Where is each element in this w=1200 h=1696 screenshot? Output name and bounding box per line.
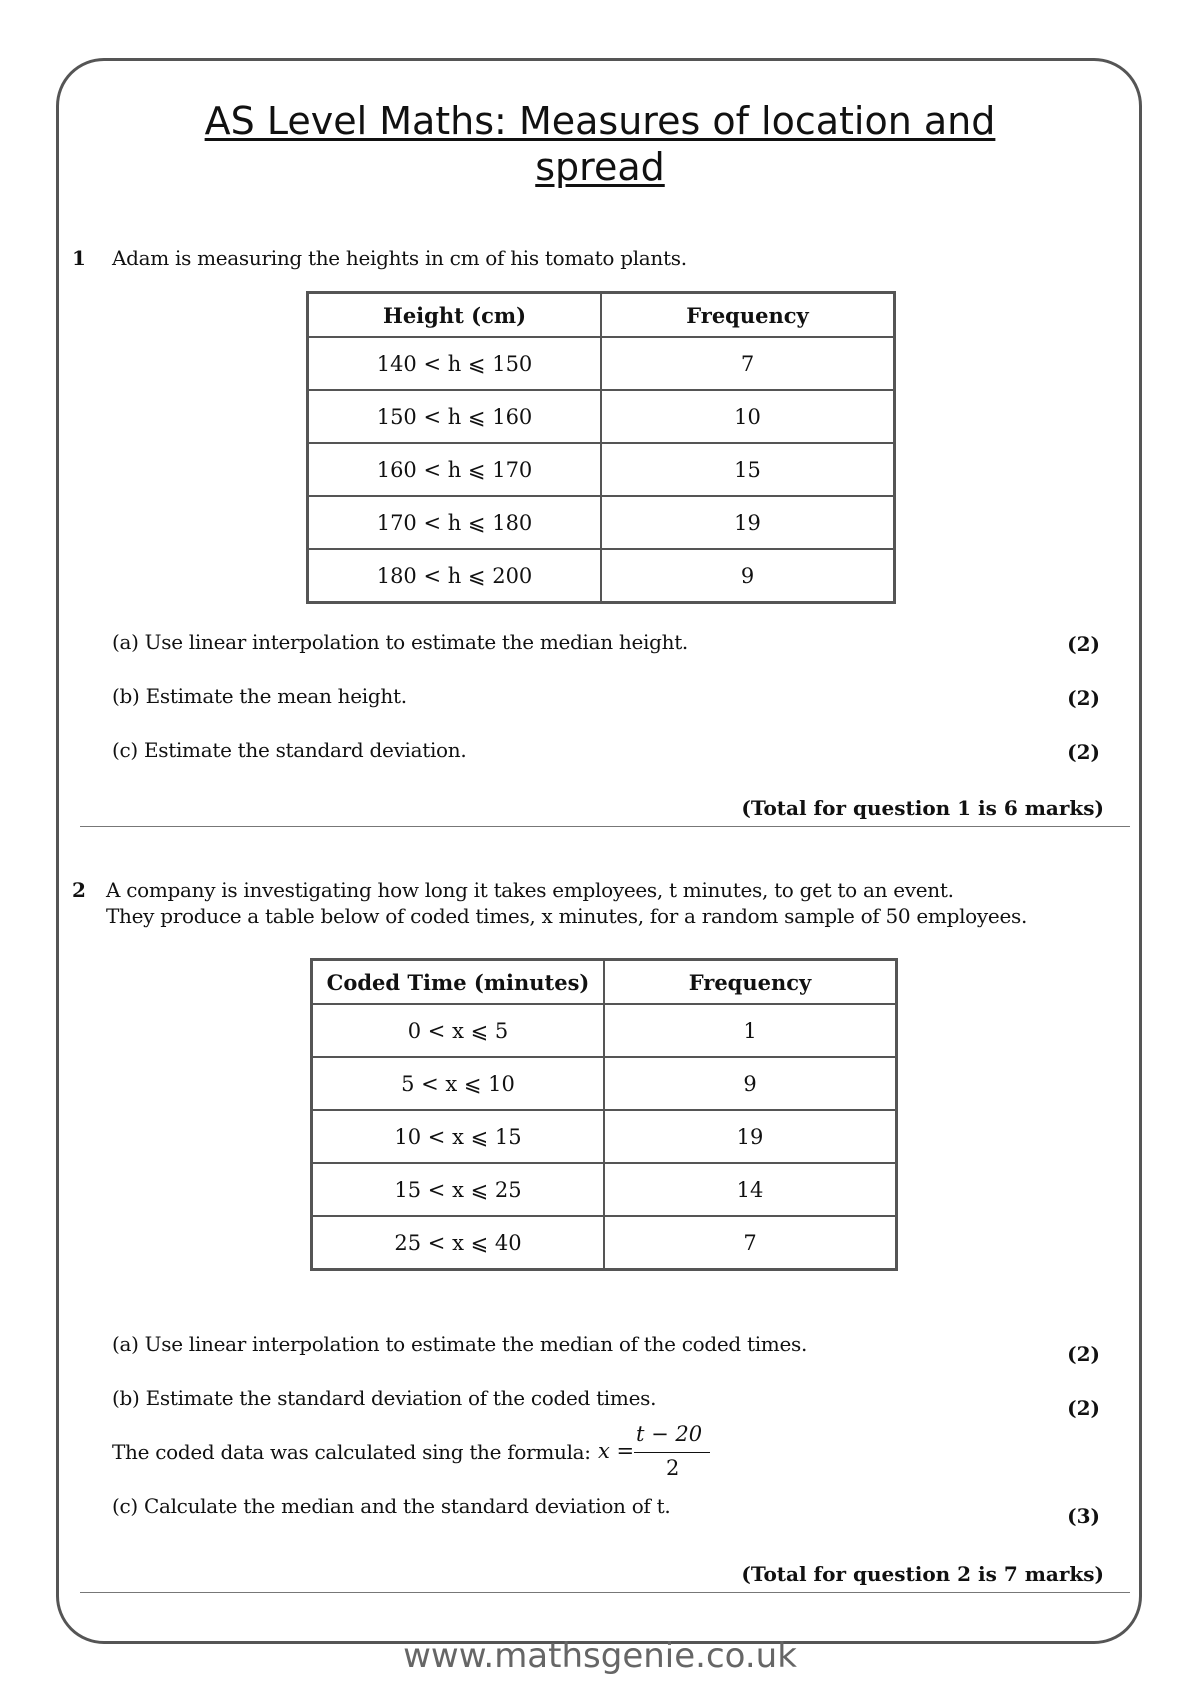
coding-formula bbox=[598, 1422, 728, 1486]
table-cell: 7 bbox=[601, 337, 895, 390]
heights-table bbox=[306, 291, 896, 604]
formula-intro: The coded data was calculated sing the formula: bbox=[112, 1440, 591, 1464]
question-divider bbox=[80, 826, 1130, 827]
table-cell: 170 < h ⩽ 180 bbox=[308, 496, 602, 549]
question-2-total: (Total for question 2 is 7 marks) bbox=[741, 1562, 1104, 1586]
table-cell: 19 bbox=[601, 496, 895, 549]
question-2a: (a) Use linear interpolation to estimate the median of the coded times. bbox=[112, 1332, 808, 1356]
question-2a-marks: (2) bbox=[1067, 1342, 1100, 1366]
table-header: Frequency bbox=[601, 293, 895, 338]
formula-lhs: x = bbox=[598, 1439, 635, 1463]
question-1b-marks: (2) bbox=[1067, 686, 1100, 710]
question-1b: (b) Estimate the mean height. bbox=[112, 684, 407, 708]
question-1-total: (Total for question 1 is 6 marks) bbox=[741, 796, 1104, 820]
question-1-intro: Adam is measuring the heights in cm of his tomato plants. bbox=[112, 246, 687, 270]
formula-denominator: 2 bbox=[666, 1456, 680, 1480]
table-cell: 25 < x ⩽ 40 bbox=[312, 1216, 605, 1270]
table-cell: 9 bbox=[604, 1057, 897, 1110]
question-1-number: 1 bbox=[72, 246, 86, 270]
table-row bbox=[312, 1057, 897, 1110]
table-header-row bbox=[308, 293, 895, 338]
page-title: AS Level Maths: Measures of location and spread bbox=[204, 99, 996, 189]
table-cell: 150 < h ⩽ 160 bbox=[308, 390, 602, 443]
table-row bbox=[312, 1216, 897, 1270]
question-2b-marks: (2) bbox=[1067, 1396, 1100, 1420]
table-cell: 7 bbox=[604, 1216, 897, 1270]
table-cell: 15 < x ⩽ 25 bbox=[312, 1163, 605, 1216]
table-cell: 10 bbox=[601, 390, 895, 443]
question-1a: (a) Use linear interpolation to estimate the median height. bbox=[112, 630, 688, 654]
formula-numerator: t − 20 bbox=[636, 1422, 703, 1446]
table-cell: 19 bbox=[604, 1110, 897, 1163]
question-1a-marks: (2) bbox=[1067, 632, 1100, 656]
table-row bbox=[312, 1110, 897, 1163]
question-divider bbox=[80, 1592, 1130, 1593]
table-row bbox=[308, 337, 895, 390]
question-2-intro-line-1: A company is investigating how long it takes employees, t minutes, to get to an event. bbox=[106, 878, 954, 902]
table-cell: 5 < x ⩽ 10 bbox=[312, 1057, 605, 1110]
question-2c-marks: (3) bbox=[1067, 1504, 1100, 1528]
table-header: Frequency bbox=[604, 960, 897, 1005]
table-cell: 15 bbox=[601, 443, 895, 496]
table-row bbox=[308, 549, 895, 603]
table-row bbox=[308, 390, 895, 443]
question-2c: (c) Calculate the median and the standard deviation of t. bbox=[112, 1494, 671, 1518]
coded-times-table bbox=[310, 958, 898, 1271]
table-cell: 10 < x ⩽ 15 bbox=[312, 1110, 605, 1163]
question-2-intro-line-2: They produce a table below of coded times, x minutes, for a random sample of 50 employees. bbox=[106, 904, 1028, 928]
table-row bbox=[312, 1163, 897, 1216]
table-cell: 9 bbox=[601, 549, 895, 603]
table-header: Coded Time (minutes) bbox=[312, 960, 605, 1005]
footer-url[interactable]: www.mathsgenie.co.uk bbox=[403, 1636, 797, 1676]
question-1c: (c) Estimate the standard deviation. bbox=[112, 738, 467, 762]
table-cell: 160 < h ⩽ 170 bbox=[308, 443, 602, 496]
question-2b: (b) Estimate the standard deviation of the coded times. bbox=[112, 1386, 657, 1410]
table-cell: 140 < h ⩽ 150 bbox=[308, 337, 602, 390]
table-cell: 180 < h ⩽ 200 bbox=[308, 549, 602, 603]
table-cell: 1 bbox=[604, 1004, 897, 1057]
question-1c-marks: (2) bbox=[1067, 740, 1100, 764]
table-row bbox=[308, 443, 895, 496]
table-cell: 14 bbox=[604, 1163, 897, 1216]
question-2-number: 2 bbox=[72, 878, 86, 902]
table-cell: 0 < x ⩽ 5 bbox=[312, 1004, 605, 1057]
table-row bbox=[312, 1004, 897, 1057]
table-header-row bbox=[312, 960, 897, 1005]
fraction-bar bbox=[634, 1452, 710, 1453]
table-header: Height (cm) bbox=[308, 293, 602, 338]
table-row bbox=[308, 496, 895, 549]
